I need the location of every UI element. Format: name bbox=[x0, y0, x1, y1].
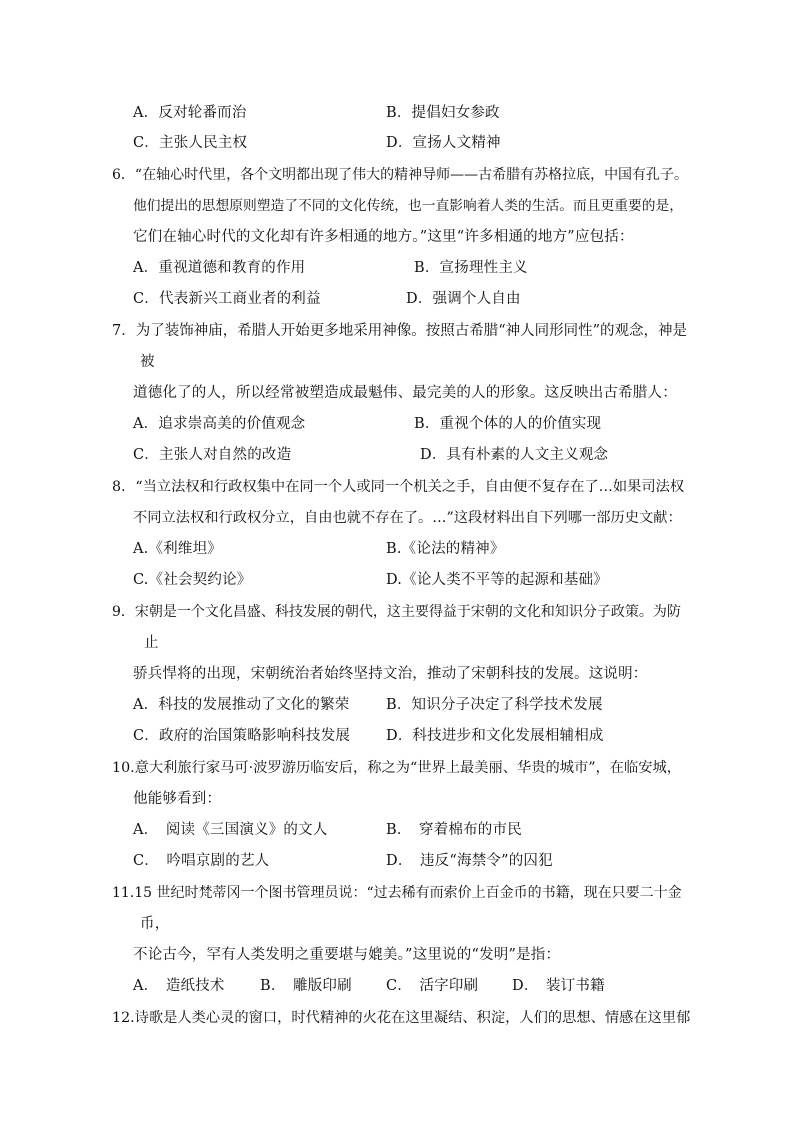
q10-option-d: D． 违反“海禁令”的囚犯 bbox=[386, 853, 553, 869]
q9-stem-line-2: 骄兵悍将的出现，宋朝统治者始终坚持文治，推动了宋朝科技的发展。这说明： bbox=[133, 666, 648, 682]
q11-option-c: C． 活字印刷 bbox=[386, 978, 479, 994]
q9-stem-line-1-wrap: 止 bbox=[144, 635, 159, 651]
q7-stem-line-1: 7．为了装饰神庙，希腊人开始更多地采用神像。按照古希腊“神人同形同性”的观念，神是 bbox=[112, 323, 688, 339]
q8-stem-line-1: 8．“当立法权和行政权集中在同一个人或同一个机关之手，自由便不复存在了…如果司法权 bbox=[112, 479, 685, 495]
q11-option-d: D． 装订书籍 bbox=[512, 978, 605, 994]
q8-option-a: A.《利维坦》 bbox=[133, 541, 222, 557]
q5-option-c: C．主张人民主权 bbox=[133, 135, 248, 151]
q10-option-c: C． 吟唱京剧的艺人 bbox=[133, 853, 270, 869]
q7-option-d: D．具有朴素的人文主义观念 bbox=[420, 447, 609, 463]
q7-stem-line-1-wrap: 被 bbox=[140, 354, 155, 370]
q12-stem-line-1: 12.诗歌是人类心灵的窗口，时代精神的火花在这里凝结、积淀，人们的思想、情感在这里郁 bbox=[112, 1010, 691, 1026]
q10-option-b: B． 穿着棉布的市民 bbox=[386, 822, 522, 838]
q6-option-b: B．宣扬理性主义 bbox=[414, 260, 528, 276]
q5-option-a: A．反对轮番而治 bbox=[133, 105, 247, 121]
q8-option-d: D.《论人类不平等的起源和基础》 bbox=[386, 572, 608, 588]
q9-option-b: B．知识分子决定了科学技术发展 bbox=[386, 697, 603, 713]
q9-stem-line-1: 9．宋朝是一个文化昌盛、科技发展的朝代，这主要得益于宋朝的文化和知识分子政策。为防 bbox=[112, 604, 681, 620]
q9-option-c: C．政府的治国策略影响科技发展 bbox=[133, 728, 351, 744]
q6-stem-line-3: 它们在轴心时代的文化却有许多相通的地方。”这里“许多相通的地方”应包括： bbox=[133, 229, 634, 245]
q11-stem-line-1: 11.15 世纪时梵蒂冈一个图书管理员说：“过去稀有而索价上百金币的书籍，现在只要二十金 bbox=[112, 885, 682, 901]
q11-option-a: A． 造纸技术 bbox=[133, 978, 225, 994]
q9-option-d: D．科技进步和文化发展相辅相成 bbox=[386, 728, 604, 744]
q8-stem-line-2: 不同立法权和行政权分立，自由也就不存在了。…”这段材料出自下列哪一部历史文献： bbox=[133, 510, 682, 526]
q10-stem-line-2: 他能够看到： bbox=[133, 791, 222, 807]
q6-stem-line-1: 6．“在轴心时代里，各个文明都出现了伟大的精神导师——古希腊有苏格拉底，中国有孔子。 bbox=[112, 167, 689, 183]
q7-option-a: A．追求崇高美的价值观念 bbox=[133, 416, 306, 432]
q5-option-b: B．提倡妇女参政 bbox=[386, 105, 500, 121]
q9-option-a: A．科技的发展推动了文化的繁荣 bbox=[133, 697, 350, 713]
q6-option-a: A．重视道德和教育的作用 bbox=[133, 260, 306, 276]
q8-option-c: C.《社会契约论》 bbox=[133, 572, 252, 588]
q7-option-b: B．重视个体的人的价值实现 bbox=[414, 416, 602, 432]
q10-option-a: A． 阅读《三国演义》的文人 bbox=[133, 822, 328, 838]
q6-option-d: D．强调个人自由 bbox=[406, 291, 521, 307]
q8-option-b: B.《论法的精神》 bbox=[386, 541, 505, 557]
q11-stem-line-1-wrap: 币， bbox=[140, 916, 170, 932]
q11-stem-line-2: 不论古今，罕有人类发明之重要堪与媲美。”这里说的“发明”是指： bbox=[133, 947, 561, 963]
q7-stem-line-2: 道德化了的人，所以经常被塑造成最魁伟、最完美的人的形象。这反映出古希腊人： bbox=[133, 385, 677, 401]
q11-option-b: B． 雕版印刷 bbox=[260, 978, 352, 994]
q6-option-c: C．代表新兴工商业者的利益 bbox=[133, 291, 321, 307]
q7-option-c: C．主张人对自然的改造 bbox=[133, 447, 292, 463]
q6-stem-line-2: 他们提出的思想原则塑造了不同的文化传统，也一直影响着人类的生活。而且更重要的是， bbox=[133, 198, 684, 214]
q10-stem-line-1: 10.意大利旅行家马可·波罗游历临安后，称之为“世界上最美丽、华贵的城市”，在临安城， bbox=[112, 760, 682, 776]
q5-option-d: D．宣扬人文精神 bbox=[386, 135, 501, 151]
